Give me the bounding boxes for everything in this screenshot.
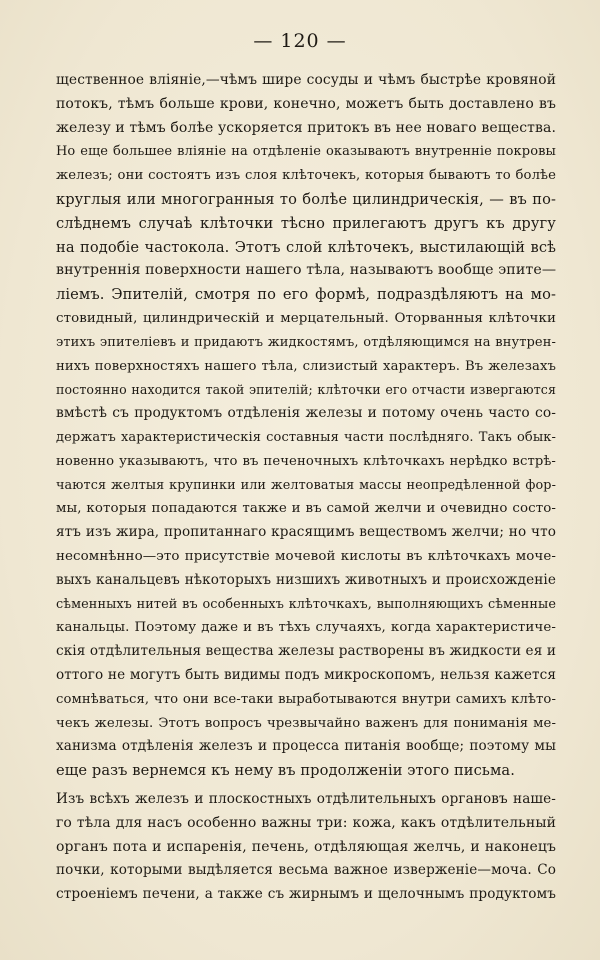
text-line: несомнѣнно—это присутствіе мочевой кислоты въ клѣточкахъ моче- (56, 548, 556, 564)
paragraph-2 (56, 788, 556, 907)
text-line: ятъ изъ жира, пропитаннаго красящимъ веществомъ желчи; но что (56, 524, 556, 541)
text-line: железу и тѣмъ болѣе ускоряется притокъ въ нее новаго вещества. (56, 119, 556, 136)
text-line: канальцы. Поэтому даже и въ тѣхъ случаяхъ, когда характеристиче- (56, 620, 556, 636)
text-line: ліемъ. Эпителій, смотря по его формѣ, подраздѣляютъ на мо- (56, 286, 556, 304)
text-line: строеніемъ печени, а также съ жирнымъ и щелочнымъ продуктомъ (56, 886, 556, 903)
text-line: сомнѣваться, что они все-таки выработываются внутри самихъ клѣто- (56, 691, 556, 707)
text-line: почки, которыми выдѣляется весьма важное изверженіе—моча. Со (56, 862, 556, 879)
text-line: Изъ всѣхъ железъ и плоскостныхъ отдѣлительныхъ органовъ наше- (56, 791, 556, 807)
text-line: внутреннія поверхности нашего тѣла, называютъ вообще эпите— (56, 262, 556, 279)
text-line: вмѣстѣ съ продуктомъ отдѣленія железы и потому очень часто со- (56, 405, 556, 422)
text-line: ханизма отдѣленія железъ и процесса питанія вообще; поэтому мы (56, 738, 556, 755)
text-line: слѣднемъ случаѣ клѣточки тѣсно прилегаютъ другъ къ другу (56, 214, 556, 232)
text-line: мы, которыя попадаются также и въ самой желчи и очевидно состо- (56, 501, 556, 517)
text-line: этихъ эпителіевъ и придаютъ жидкостямъ, отдѣляющимся на внутрен- (56, 334, 556, 350)
text-line: щественное вліяніе,—чѣмъ шире сосуды и чѣмъ быстрѣе кровяной (56, 72, 556, 88)
text-line: Но еще большее вліяніе на отдѣленіе оказываютъ внутренніе покровы (56, 144, 556, 160)
text-line: потокъ, тѣмъ больше крови, конечно, можетъ быть доставлено въ (56, 95, 556, 112)
text-line: нихъ поверхностяхъ нашего тѣла, слизистый характеръ. Въ железахъ (56, 358, 556, 374)
text-line: скія отдѣлительныя вещества железы растворены въ жидкости ея и (56, 643, 556, 660)
text-line: чекъ железы. Этотъ вопросъ чрезвычайно важенъ для пониманія ме- (56, 715, 556, 731)
text-line: органъ пота и испаренія, печень, отдѣляющая желчь, и наконецъ (56, 838, 556, 855)
paragraph-1 (56, 69, 556, 783)
text-line: держатъ характеристическія составныя части послѣдняго. Такъ обык- (56, 429, 556, 445)
text-line: выхъ канальцевъ нѣкоторыхъ низшихъ животныхъ и происхожденіе (56, 571, 556, 588)
text-line: постоянно находится такой эпителій; клѣточки его отчасти извергаются (56, 382, 556, 398)
text-line: еще разъ вернемся къ нему въ продолженіи этого письма. (56, 762, 515, 780)
text-line: стовидный, цилиндрическій и мерцательный. Оторванныя клѣточки (56, 310, 556, 326)
text-line: оттого не могутъ быть видимы подъ микроскопомъ, нельзя кажется (56, 666, 556, 683)
text-line: железъ; они состоятъ изъ слоя клѣточекъ, которыя бываютъ то болѣе (56, 168, 556, 184)
page-number: — 120 — (253, 30, 347, 52)
text-line: круглыя или многогранныя то болѣе цилиндрическія, — въ по- (56, 190, 556, 208)
text-line: на подобіе частокола. Этотъ слой клѣточекъ, выстилающій всѣ (56, 238, 556, 256)
text-line: сѣменныхъ нитей въ особенныхъ клѣточкахъ, выполняющихъ сѣменные (56, 596, 556, 612)
text-line: новенно указываютъ, что въ печеночныхъ клѣточкахъ нерѣдко встрѣ- (56, 453, 556, 469)
text-line: го тѣла для насъ особенно важны три: кожа, какъ отдѣлительный (56, 814, 556, 831)
text-line: чаются желтыя крупинки или желтоватыя массы неопредѣленной фор- (56, 477, 556, 493)
